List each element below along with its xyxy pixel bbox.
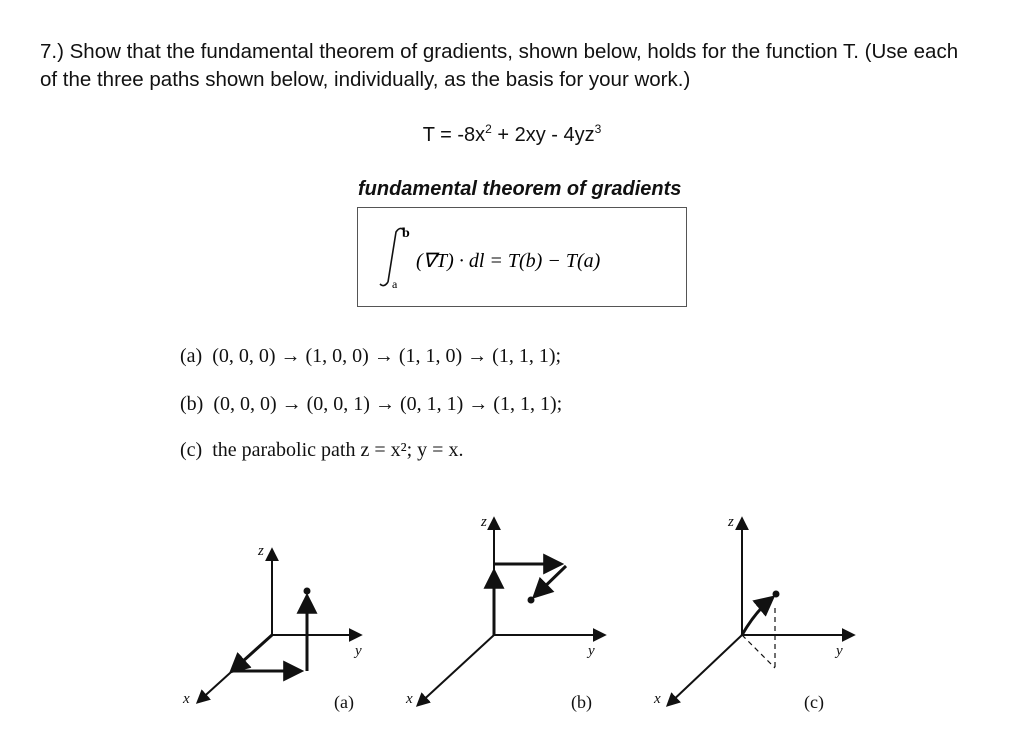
- z-axis-label: z: [481, 514, 487, 530]
- theorem-title: fundamental theorem of gradients: [358, 178, 682, 200]
- function-exponent-2: 3: [594, 122, 602, 136]
- y-axis-label: y: [588, 643, 595, 659]
- endpoint: [304, 588, 311, 595]
- x-axis-label: x: [654, 691, 661, 707]
- diagram-b: [418, 519, 604, 705]
- problem-line-1: 7.) Show that the fundamental theorem of gradients, shown below, holds for the function T. (Use each: [40, 40, 959, 63]
- diagram-caption-b: (b): [571, 692, 592, 712]
- problem-line-2: of the three paths shown below, individually, as the basis for your work.): [40, 68, 691, 91]
- theorem-formula: [358, 208, 688, 308]
- z-axis-label: z: [728, 514, 734, 530]
- function-definition: [0, 124, 1024, 147]
- path-text: (0, 0, 0) → (0, 0, 1) → (0, 1, 1) → (1, 1, 1);: [213, 393, 563, 415]
- endpoint: [528, 597, 535, 604]
- path-diagrams: [0, 500, 1024, 745]
- upper-limit: b: [402, 226, 410, 241]
- path-item-c: [180, 439, 463, 462]
- path-segment-3: [535, 566, 566, 596]
- x-axis-label: x: [406, 691, 413, 707]
- diagram-a: [198, 550, 360, 702]
- x-axis: [668, 635, 742, 705]
- y-axis-label: y: [836, 643, 843, 659]
- parabolic-path: [742, 598, 772, 635]
- x-axis-label: x: [183, 691, 190, 707]
- path-label: (c): [180, 439, 203, 461]
- path-label: (a): [180, 345, 203, 367]
- y-axis-label: y: [355, 643, 362, 659]
- lower-limit: a: [392, 277, 398, 291]
- path-item-a: [180, 345, 561, 368]
- path-label: (b): [180, 393, 204, 415]
- theorem-box: [357, 207, 687, 307]
- endpoint: [773, 591, 780, 598]
- function-lhs: T = -8x: [422, 124, 486, 146]
- z-axis-label: z: [258, 543, 264, 559]
- projection-diagonal: [742, 635, 775, 668]
- problem-statement: [40, 38, 1010, 94]
- diagram-c: [668, 519, 853, 705]
- diagram-caption-a: (a): [334, 692, 354, 712]
- diagram-caption-c: (c): [804, 692, 824, 712]
- function-exponent-1: 2: [485, 122, 492, 136]
- path-text: (0, 0, 0) → (1, 0, 0) → (1, 1, 0) → (1, 1, 1);: [212, 345, 562, 367]
- theorem-integrand: (∇T) · dl = T(b) − T(a): [416, 250, 601, 272]
- x-axis: [418, 635, 494, 705]
- path-segment-1: [232, 635, 272, 671]
- path-text: the parabolic path z = x²; y = x.: [212, 439, 464, 461]
- function-mid: + 2xy - 4yz: [491, 124, 595, 146]
- path-item-b: [180, 393, 562, 416]
